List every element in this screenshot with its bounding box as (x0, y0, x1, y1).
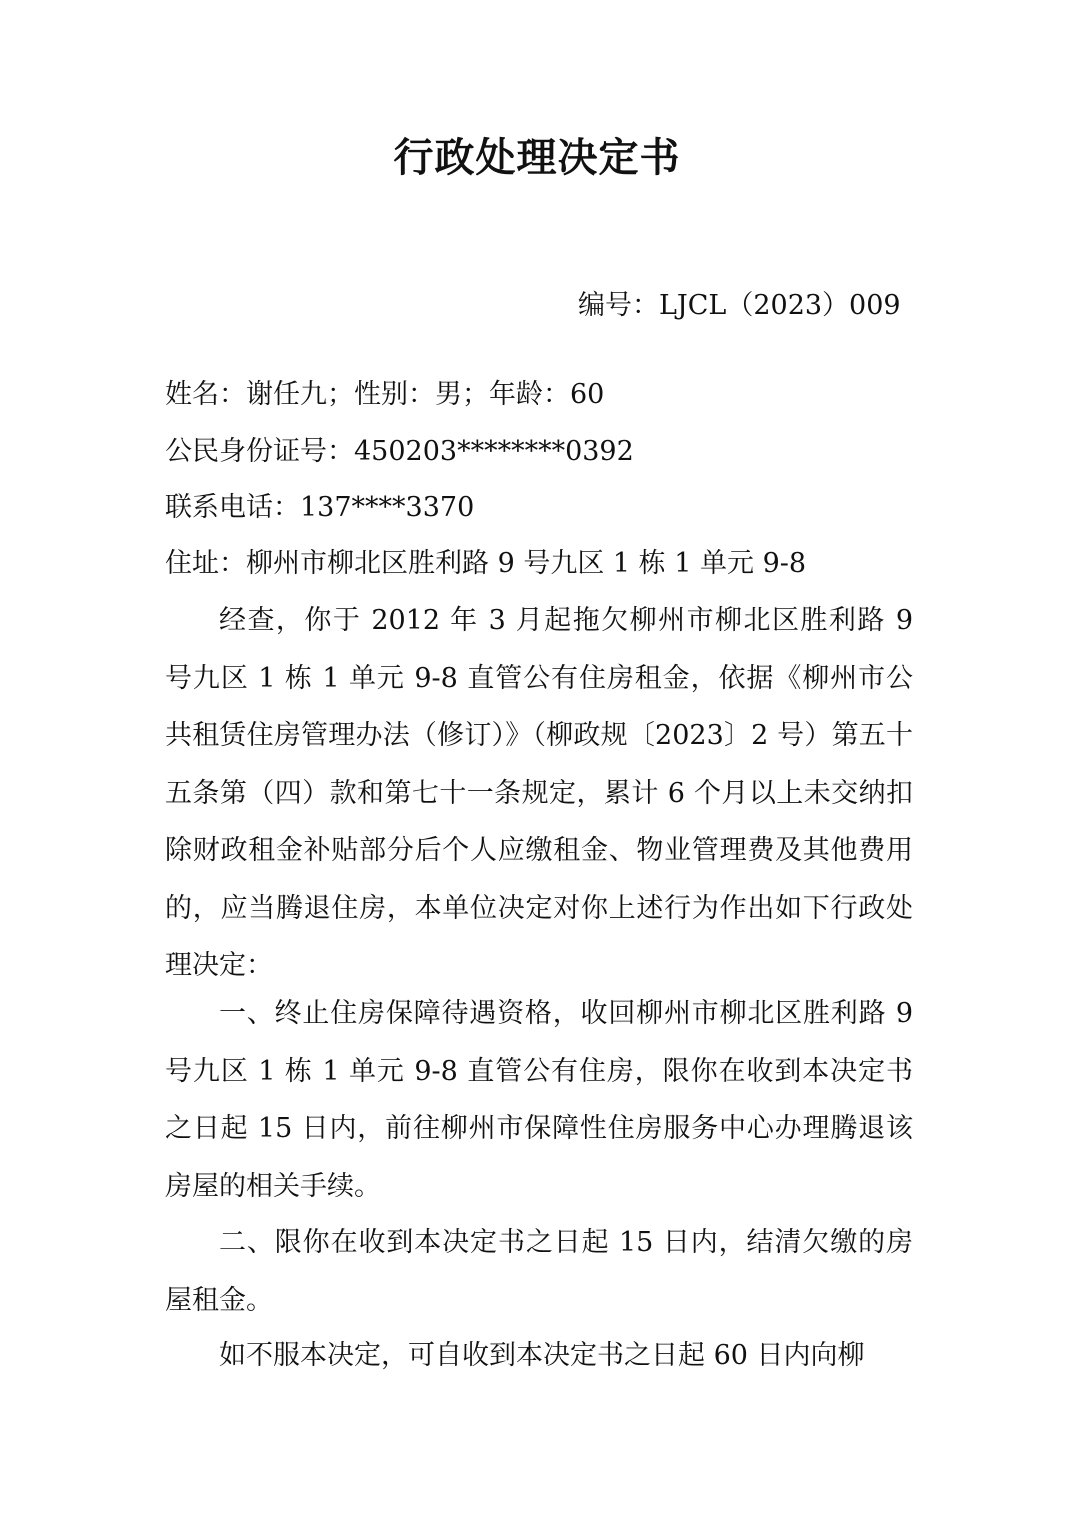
document-title: 行政处理决定书 (393, 134, 681, 181)
paragraph-text: 二、限你在收到本决定书之日起 15 日内，结清欠缴的房屋租金。 (165, 1227, 913, 1316)
paragraph-text: 一、终止住房保障待遇资格，收回柳州市柳北区胜利路 9 号九区 1 栋 1 单元 9-8 直管公有住房，限你在收到本决定书之日起 15 日内，前往柳州市保障性住房服务中心办理腾退该房屋的相关手续。 (165, 998, 913, 1202)
paragraph-decision-2 (165, 1214, 913, 1329)
phone-line: 联系电话：137****3370 (165, 492, 475, 523)
paragraph-appeal (165, 1327, 913, 1385)
paragraph-text: 如不服本决定，可自收到本决定书之日起 60 日内向柳 (219, 1340, 865, 1371)
address-line: 住址：柳州市柳北区胜利路 9 号九区 1 栋 1 单元 9-8 (165, 548, 807, 579)
paragraph-decision-1 (165, 985, 913, 1215)
document-number: 编号：LJCL（2023）009 (578, 290, 901, 321)
name-gender-age-line: 姓名：谢任九；性别：男；年龄：60 (165, 379, 605, 410)
paragraph-findings (165, 592, 913, 995)
paragraph-text: 经查，你于 2012 年 3 月起拖欠柳州市柳北区胜利路 9 号九区 1 栋 1 单元 9-8 直管公有住房租金，依据《柳州市公共租赁住房管理办法（修订）》（柳政规〔2023〕2 号）第五十五条第（四）款和第七十一条规定，累计 6 个月以上未交纳扣除财政租金补贴部分后个人应缴租金、物业管理费及其他费用的，应当腾退住房，本单位决定对你上述行为作出如下行政处理决定： (165, 605, 913, 981)
id-number-line: 公民身份证号：450203********0392 (165, 436, 634, 467)
